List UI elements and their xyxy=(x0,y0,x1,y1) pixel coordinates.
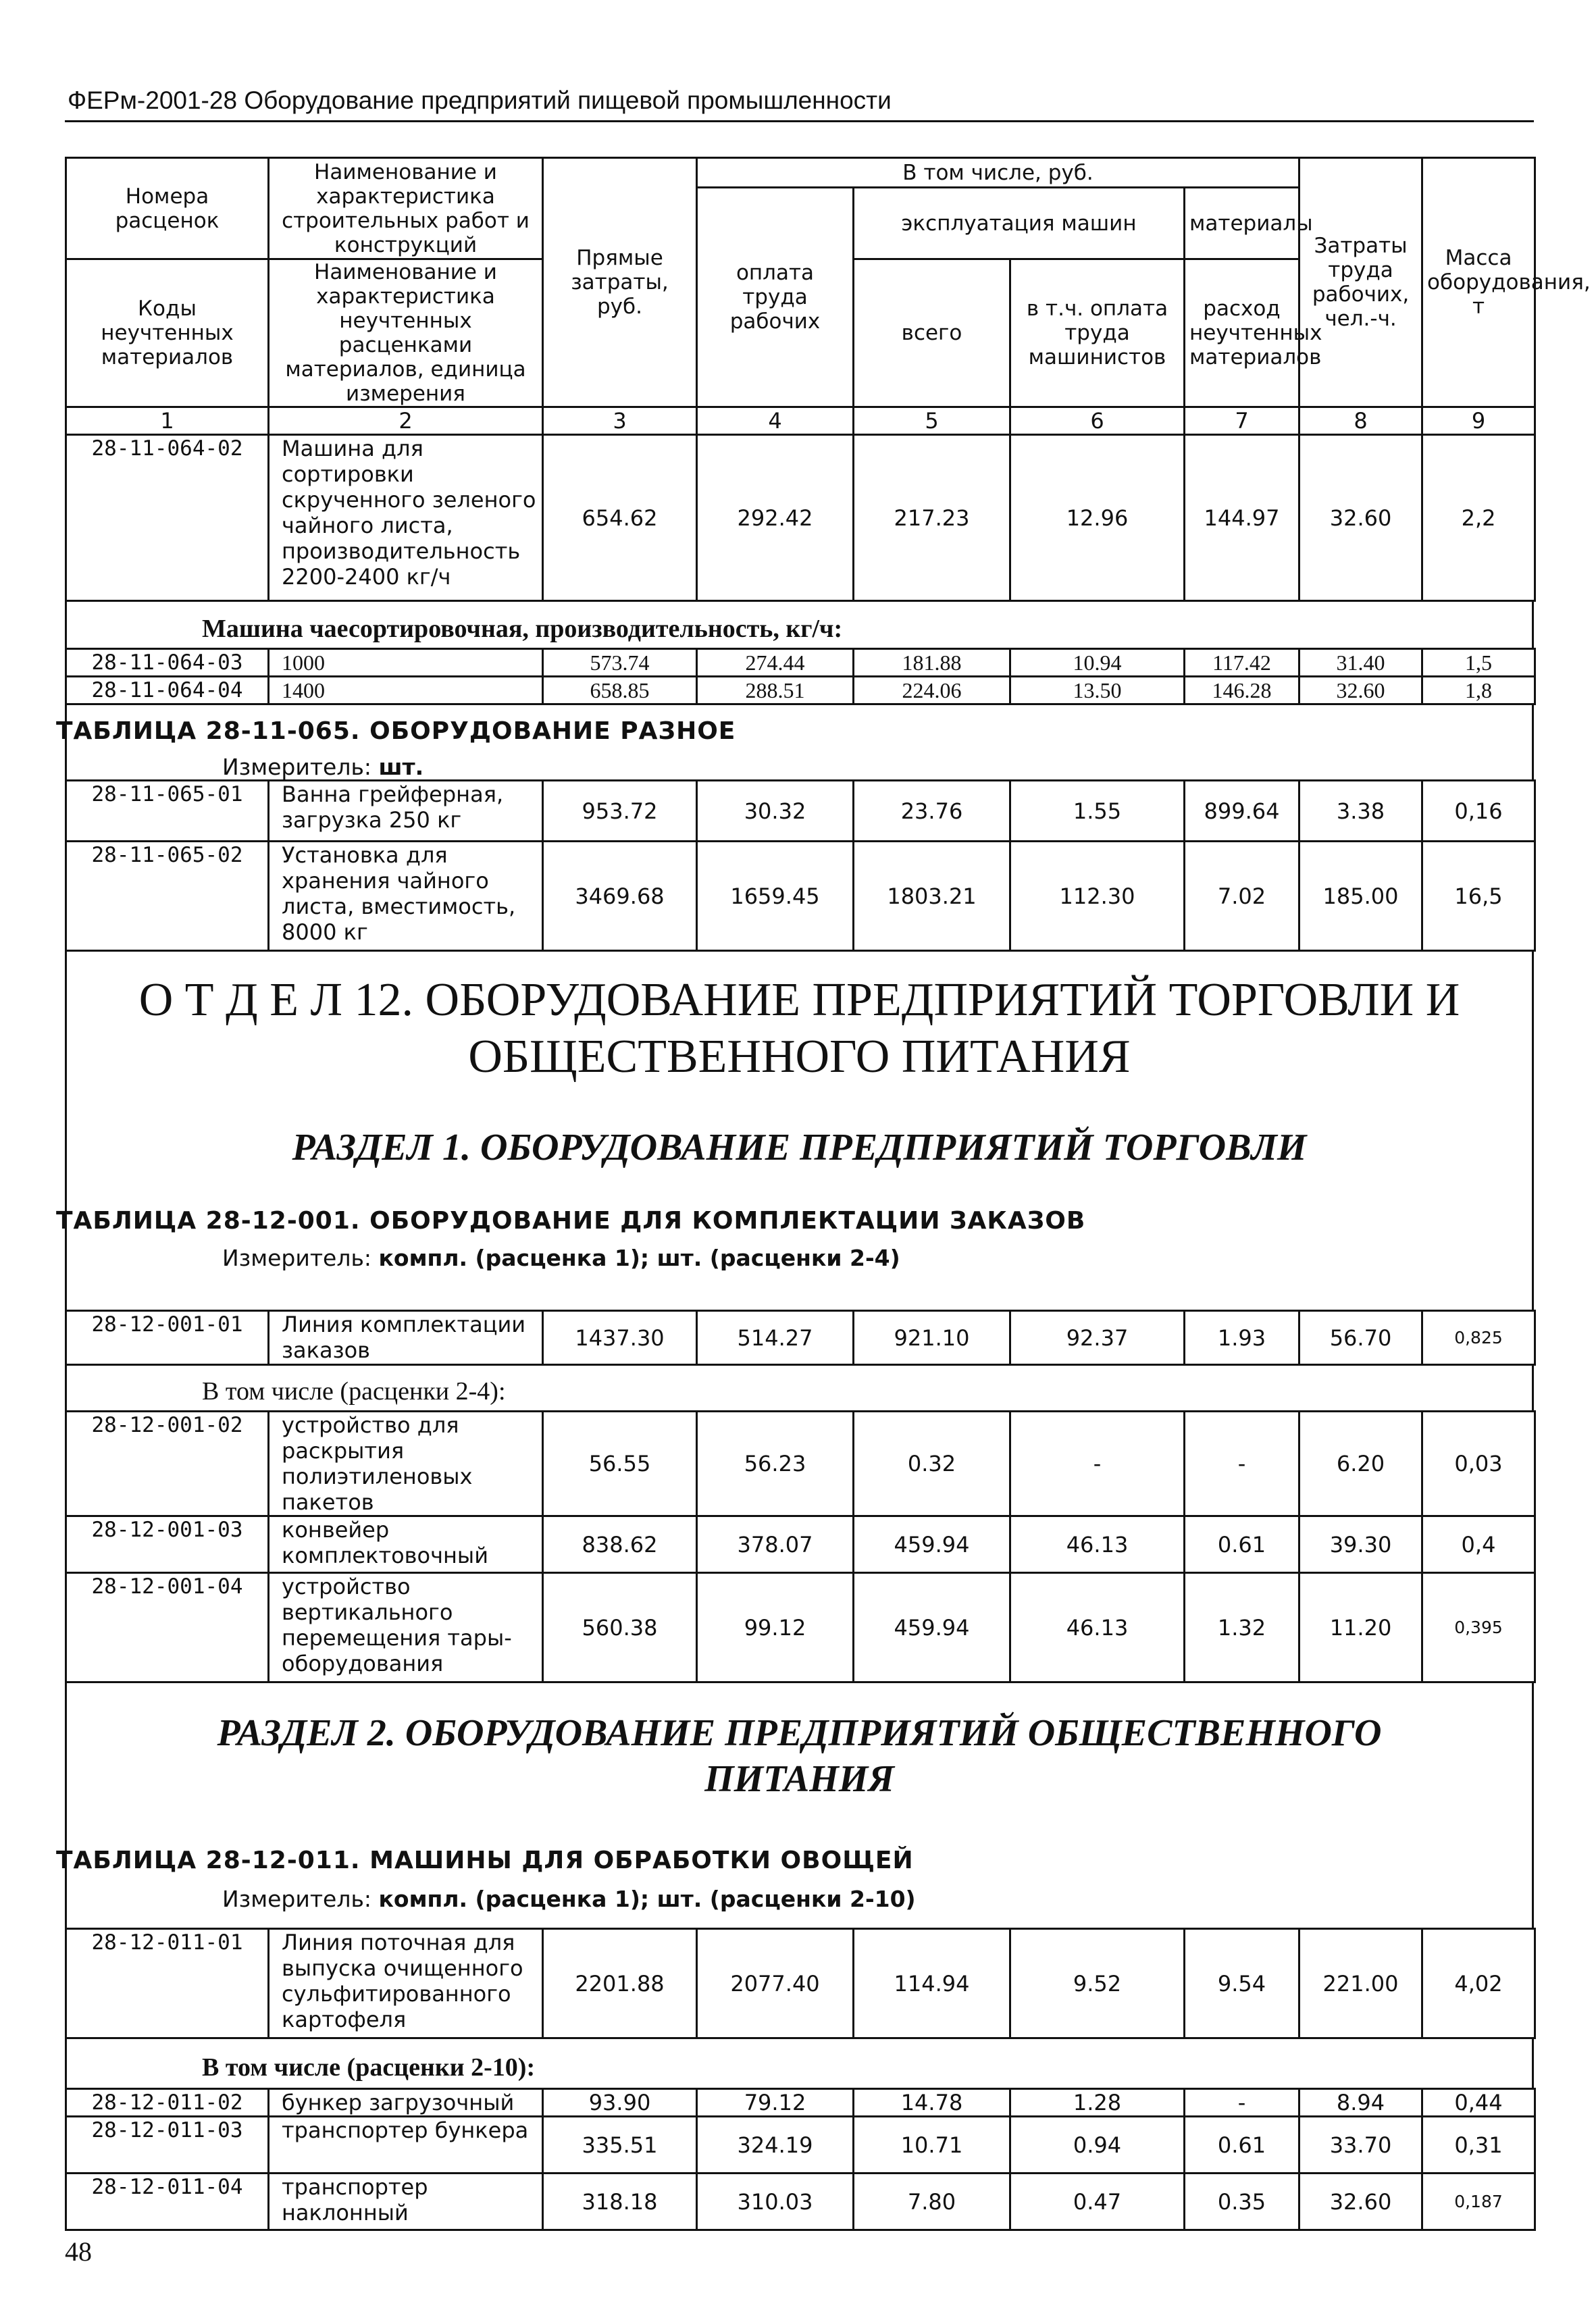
rate-code: 28-12-001-02 xyxy=(66,1412,269,1516)
wages: 378.07 xyxy=(697,1516,854,1573)
direct-costs: 2201.88 xyxy=(543,1929,697,2038)
mass: 1,8 xyxy=(1422,677,1535,704)
header-number-row xyxy=(66,407,1535,435)
wages: 1659.45 xyxy=(697,842,854,951)
header-machines-wages: в т.ч. оплата труда машинистов xyxy=(1010,259,1185,407)
machines-wages: 10.94 xyxy=(1010,649,1185,677)
labor: 39.30 xyxy=(1299,1516,1422,1573)
materials: - xyxy=(1185,2089,1299,2117)
machines-total: 921.10 xyxy=(854,1311,1010,1365)
mass: 16,5 xyxy=(1422,842,1535,951)
machines-total: 1803.21 xyxy=(854,842,1010,951)
unit-label: Измеритель: xyxy=(222,1886,379,1912)
table-row xyxy=(66,781,1535,842)
header-wages: оплата труда рабочих xyxy=(697,188,854,407)
table-row xyxy=(66,2089,1535,2117)
materials: 146.28 xyxy=(1185,677,1299,704)
rate-name: конвейер комплектовочный xyxy=(269,1516,543,1573)
mass: 4,02 xyxy=(1422,1929,1535,2038)
rates-table-header xyxy=(65,157,1591,602)
rate-name: Линия комплектации заказов xyxy=(269,1311,543,1365)
rate-code: 28-12-001-04 xyxy=(66,1573,269,1682)
table-row xyxy=(66,435,1535,601)
wages: 2077.40 xyxy=(697,1929,854,2038)
wages: 56.23 xyxy=(697,1412,854,1516)
machines-wages: 0.47 xyxy=(1010,2174,1185,2230)
header-labor: Затраты труда рабочих, чел.-ч. xyxy=(1299,158,1422,407)
section-heading-band xyxy=(56,952,1534,1310)
header-machines-total: всего xyxy=(854,259,1010,407)
rate-code: 28-11-064-02 xyxy=(66,435,269,601)
machines-total: 217.23 xyxy=(854,435,1010,601)
table-row xyxy=(66,1412,1535,1516)
rates-table xyxy=(65,1310,1536,1366)
machines-wages: 9.52 xyxy=(1010,1929,1185,2038)
group-caption: В том числе (расценки 2-10): xyxy=(202,2053,536,2082)
table-row xyxy=(66,1311,1535,1365)
running-head: ФЕРм-2001-28 Оборудование предприятий пищевой промышленности xyxy=(68,86,892,114)
section-title: РАЗДЕЛ 1. ОБОРУДОВАНИЕ ПРЕДПРИЯТИЙ ТОРГОВЛИ xyxy=(292,1127,1307,1168)
unit-line xyxy=(67,754,423,780)
rates-table xyxy=(65,1928,1536,2039)
wages: 30.32 xyxy=(697,781,854,842)
labor: 32.60 xyxy=(1299,435,1422,601)
col-num: 8 xyxy=(1299,407,1422,435)
col-num: 7 xyxy=(1185,407,1299,435)
rates-sheet xyxy=(56,157,1591,2231)
rate-name: устройство для раскрытия полиэтиленовых пакетов xyxy=(269,1412,543,1516)
rate-code: 28-12-011-03 xyxy=(66,2117,269,2174)
col-num: 3 xyxy=(543,407,697,435)
direct-costs: 838.62 xyxy=(543,1516,697,1573)
rates-table xyxy=(65,648,1536,705)
rate-code: 28-11-064-03 xyxy=(66,649,269,677)
machines-wages: 1.28 xyxy=(1010,2089,1185,2117)
wages: 292.42 xyxy=(697,435,854,601)
table-row xyxy=(66,1573,1535,1682)
direct-costs: 654.62 xyxy=(543,435,697,601)
materials: - xyxy=(1185,1412,1299,1516)
machines-total: 7.80 xyxy=(854,2174,1010,2230)
header-codes-top: Номера расценок xyxy=(66,158,269,259)
materials: 144.97 xyxy=(1185,435,1299,601)
mass: 0,395 xyxy=(1422,1573,1535,1682)
rate-code: 28-11-065-02 xyxy=(66,842,269,951)
table-title: ТАБЛИЦА 28-12-011. МАШИНЫ ДЛЯ ОБРАБОТКИ ОВОЩЕЙ xyxy=(56,1847,914,1874)
rate-name: 1000 xyxy=(269,649,543,677)
col-num: 1 xyxy=(66,407,269,435)
materials: 1.32 xyxy=(1185,1573,1299,1682)
labor: 3.38 xyxy=(1299,781,1422,842)
labor: 185.00 xyxy=(1299,842,1422,951)
group-band xyxy=(65,602,1534,648)
section-heading-band xyxy=(56,1683,1534,1928)
rate-name: транспортер бункера xyxy=(269,2117,543,2174)
rate-name: Линия поточная для выпуска очищенного сульфитированного картофеля xyxy=(269,1929,543,2038)
wages: 324.19 xyxy=(697,2117,854,2174)
labor: 32.60 xyxy=(1299,2174,1422,2230)
rate-name: 1400 xyxy=(269,677,543,704)
unit-line xyxy=(67,1245,900,1271)
table-row xyxy=(66,1929,1535,2038)
header-name-bottom: Наименование и характеристика неучтенных расценками материалов, единица измерения xyxy=(269,259,543,407)
unit-line xyxy=(67,1886,916,1912)
machines-total: 459.94 xyxy=(854,1573,1010,1682)
machines-wages: 13.50 xyxy=(1010,677,1185,704)
mass: 0,31 xyxy=(1422,2117,1535,2174)
machines-total: 224.06 xyxy=(854,677,1010,704)
labor: 8.94 xyxy=(1299,2089,1422,2117)
wages: 514.27 xyxy=(697,1311,854,1365)
machines-total: 10.71 xyxy=(854,2117,1010,2174)
rate-code: 28-12-001-01 xyxy=(66,1311,269,1365)
machines-wages: 0.94 xyxy=(1010,2117,1185,2174)
machines-wages: 92.37 xyxy=(1010,1311,1185,1365)
unit-value: шт. xyxy=(378,754,424,780)
group-caption: Машина чаесортировочная, производительность, кг/ч: xyxy=(202,615,843,643)
header-materials-sub: расход неучтенных материалов xyxy=(1185,259,1299,407)
header-codes-bottom: Коды неучтенных материалов xyxy=(66,259,269,407)
mass: 0,187 xyxy=(1422,2174,1535,2230)
rates-table xyxy=(65,1410,1536,1683)
mass: 1,5 xyxy=(1422,649,1535,677)
rate-code: 28-12-011-04 xyxy=(66,2174,269,2230)
rate-name: бункер загрузочный xyxy=(269,2089,543,2117)
machines-total: 114.94 xyxy=(854,1929,1010,2038)
table-title: ТАБЛИЦА 28-11-065. ОБОРУДОВАНИЕ РАЗНОЕ xyxy=(56,717,736,745)
labor: 56.70 xyxy=(1299,1311,1422,1365)
mass: 0,825 xyxy=(1422,1311,1535,1365)
labor: 221.00 xyxy=(1299,1929,1422,2038)
rate-name: Установка для хранения чайного листа, вместимость, 8000 кг xyxy=(269,842,543,951)
rate-code: 28-12-011-01 xyxy=(66,1929,269,2038)
table-row xyxy=(66,1516,1535,1573)
rates-table xyxy=(65,779,1536,952)
table-row xyxy=(66,649,1535,677)
machines-total: 14.78 xyxy=(854,2089,1010,2117)
rate-code: 28-12-001-03 xyxy=(66,1516,269,1573)
col-num: 9 xyxy=(1422,407,1535,435)
col-num: 5 xyxy=(854,407,1010,435)
table-title: ТАБЛИЦА 28-12-001. ОБОРУДОВАНИЕ ДЛЯ КОМПЛЕКТАЦИИ ЗАКАЗОВ xyxy=(56,1207,1086,1235)
rate-code: 28-11-065-01 xyxy=(66,781,269,842)
machines-total: 459.94 xyxy=(854,1516,1010,1573)
mass: 0,03 xyxy=(1422,1412,1535,1516)
materials: 117.42 xyxy=(1185,649,1299,677)
labor: 33.70 xyxy=(1299,2117,1422,2174)
rate-name: Машина для сортировки скрученного зеленого чайного листа, производительность 2200-2400 кг/ч xyxy=(269,435,543,601)
materials: 9.54 xyxy=(1185,1929,1299,2038)
machines-total: 0.32 xyxy=(854,1412,1010,1516)
wages: 79.12 xyxy=(697,2089,854,2117)
machines-wages: 46.13 xyxy=(1010,1516,1185,1573)
machines-wages: 112.30 xyxy=(1010,842,1185,951)
header-mass: Масса оборудования, т xyxy=(1422,158,1535,407)
page-number: 48 xyxy=(65,2236,92,2267)
rate-name: Ванна грейферная, загрузка 250 кг xyxy=(269,781,543,842)
machines-total: 181.88 xyxy=(854,649,1010,677)
materials: 0.61 xyxy=(1185,2117,1299,2174)
wages: 288.51 xyxy=(697,677,854,704)
col-num: 4 xyxy=(697,407,854,435)
direct-costs: 3469.68 xyxy=(543,842,697,951)
direct-costs: 93.90 xyxy=(543,2089,697,2117)
labor: 6.20 xyxy=(1299,1412,1422,1516)
header-rule xyxy=(65,120,1534,122)
direct-costs: 318.18 xyxy=(543,2174,697,2230)
mass: 2,2 xyxy=(1422,435,1535,601)
direct-costs: 573.74 xyxy=(543,649,697,677)
unit-label: Измеритель: xyxy=(222,1245,379,1271)
table-row xyxy=(66,677,1535,704)
machines-total: 23.76 xyxy=(854,781,1010,842)
rate-code: 28-12-011-02 xyxy=(66,2089,269,2117)
direct-costs: 560.38 xyxy=(543,1573,697,1682)
direct-costs: 658.85 xyxy=(543,677,697,704)
mass: 0,4 xyxy=(1422,1516,1535,1573)
mass: 0,44 xyxy=(1422,2089,1535,2117)
direct-costs: 335.51 xyxy=(543,2117,697,2174)
machines-wages: 1.55 xyxy=(1010,781,1185,842)
wages: 274.44 xyxy=(697,649,854,677)
header-name-top: Наименование и характеристика строительных работ и конструкций xyxy=(269,158,543,259)
direct-costs: 953.72 xyxy=(543,781,697,842)
labor: 31.40 xyxy=(1299,649,1422,677)
labor: 11.20 xyxy=(1299,1573,1422,1682)
rate-name: устройство вертикального перемещения тары-оборудования xyxy=(269,1573,543,1682)
machines-wages: 46.13 xyxy=(1010,1573,1185,1682)
header-materials: материалы xyxy=(1185,188,1299,259)
materials: 1.93 xyxy=(1185,1311,1299,1365)
table-heading-band xyxy=(56,705,1534,780)
unit-label: Измеритель: xyxy=(222,754,379,780)
group-band xyxy=(65,1366,1534,1410)
col-num: 2 xyxy=(269,407,543,435)
group-caption: В том числе (расценки 2-4): xyxy=(202,1377,506,1406)
col-num: 6 xyxy=(1010,407,1185,435)
machines-wages: 12.96 xyxy=(1010,435,1185,601)
materials: 0.35 xyxy=(1185,2174,1299,2230)
rate-code: 28-11-064-04 xyxy=(66,677,269,704)
table-row xyxy=(66,842,1535,951)
table-row xyxy=(66,2174,1535,2230)
materials: 0.61 xyxy=(1185,1516,1299,1573)
wages: 99.12 xyxy=(697,1573,854,1682)
materials: 899.64 xyxy=(1185,781,1299,842)
machines-wages: - xyxy=(1010,1412,1185,1516)
direct-costs: 1437.30 xyxy=(543,1311,697,1365)
direct-costs: 56.55 xyxy=(543,1412,697,1516)
unit-value: компл. (расценка 1); шт. (расценки 2-4) xyxy=(378,1245,900,1271)
rates-table xyxy=(65,2088,1536,2231)
group-band xyxy=(65,2039,1534,2088)
header-direct-costs: Прямые затраты, руб. xyxy=(543,158,697,407)
mass: 0,16 xyxy=(1422,781,1535,842)
header-including: В том числе, руб. xyxy=(697,158,1299,188)
table-row xyxy=(66,2117,1535,2174)
rate-name: транспортер наклонный xyxy=(269,2174,543,2230)
section-title: РАЗДЕЛ 2. ОБОРУДОВАНИЕ ПРЕДПРИЯТИЙ ОБЩЕСТВЕННОГО ПИТАНИЯ xyxy=(217,1712,1382,1800)
labor: 32.60 xyxy=(1299,677,1422,704)
wages: 310.03 xyxy=(697,2174,854,2230)
materials: 7.02 xyxy=(1185,842,1299,951)
unit-value: компл. (расценка 1); шт. (расценки 2-10) xyxy=(378,1886,916,1912)
header-machines: эксплуатация машин xyxy=(854,188,1185,259)
department-title: О Т Д Е Л 12. ОБОРУДОВАНИЕ ПРЕДПРИЯТИЙ ТОРГОВЛИ И ОБЩЕСТВЕННОГО ПИТАНИЯ xyxy=(138,974,1460,1083)
